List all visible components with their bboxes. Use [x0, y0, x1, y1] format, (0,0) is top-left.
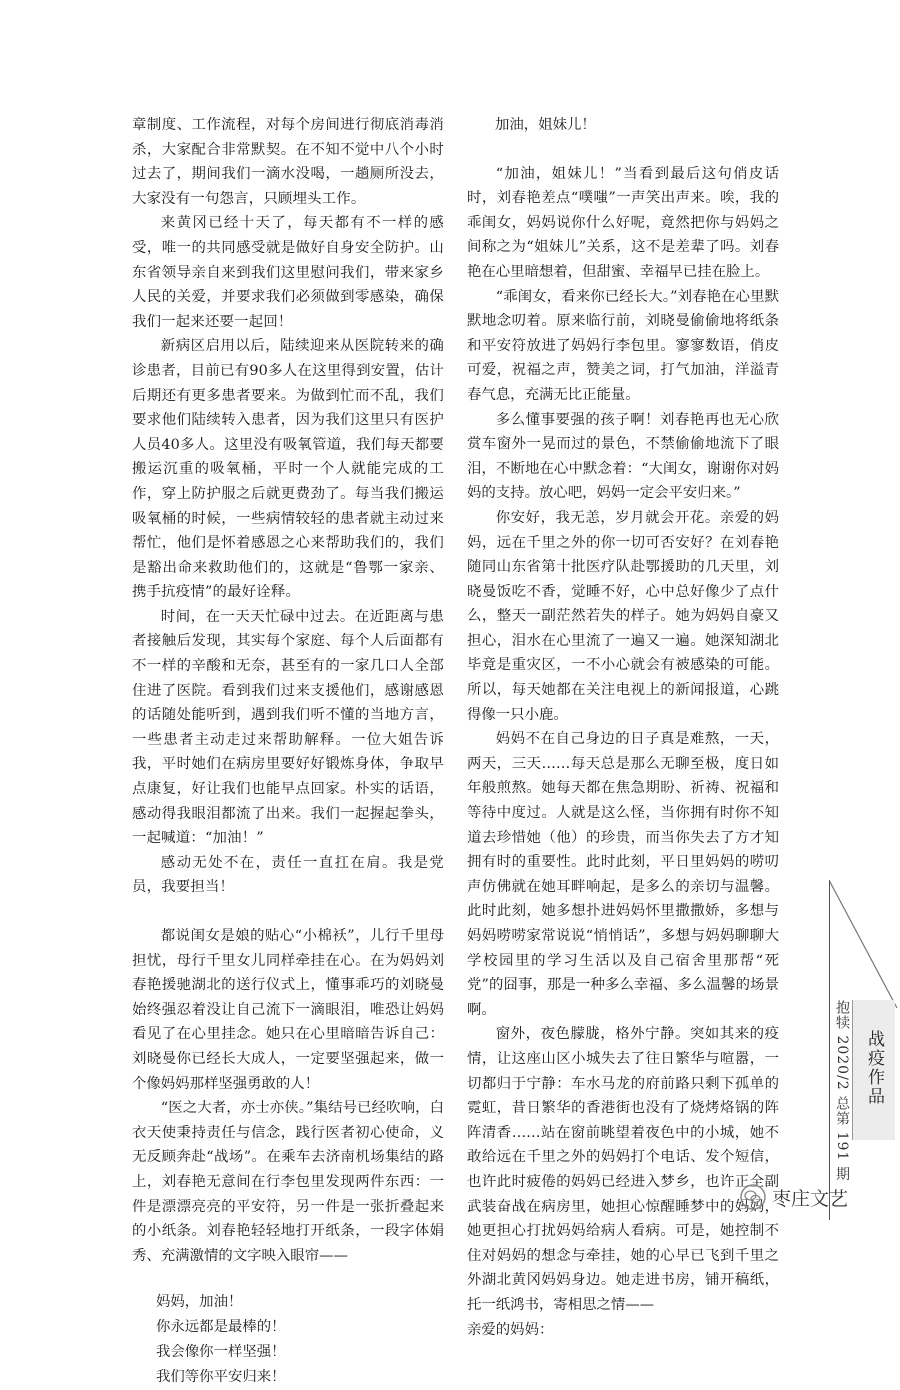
watermark: [740, 1183, 848, 1211]
left-column: [132, 113, 444, 1390]
sidebar-ornament: [829, 880, 899, 1010]
poem-line: 你永远都是最棒的！: [156, 1319, 286, 1336]
poem-line: 妈妈，加油！: [156, 1294, 243, 1311]
watermark-text: 枣庄文艺: [772, 1187, 849, 1210]
section-two: [132, 924, 444, 1268]
section-one: [132, 113, 444, 900]
paragraph: “乖闺女，看来你已经长大。”刘春艳在心里默默地念叨着。原来临行前，刘晓曼偷偷地将纸条和平安符放进了妈妈行李包里。寥寥数语，俏皮可爱，祝福之声，赞美之词，打气加油，洋溢青春气息，充满无比正能量。: [467, 288, 779, 403]
paragraph: “医之大者，亦士亦侠。”集结号已经吹响，白衣天使秉持责任与信念，践行医者初心使命，义无反顾奔赴“战场”。在乘车去济南机场集结的路上，刘春艳无意间在行李包里发现两件东西：一件是漂漂亮亮的平安符，另一件是一张折叠起来的小纸条。刘春艳轻轻地打开纸条，一段字体娟秀、充满激情的文字映入眼帘——: [132, 1100, 444, 1264]
paragraph: 感动无处不在，责任一直扛在肩。我是党员，我要担当！: [132, 854, 444, 896]
poem-line: 我们等你平安归来！: [156, 1369, 286, 1386]
paragraph: 章制度、工作流程，对每个房间进行彻底消毒消杀，大家配合非常默契。在不知不觉中八个小时过去了，期间我们一滴水没喝，一趟厕所没去，大家没有一句怨言，只顾埋头工作。: [132, 117, 444, 207]
section-gap: [132, 900, 444, 924]
note-poem: [132, 1290, 444, 1390]
paragraph: 窗外，夜色朦胧，格外宁静。突如其来的疫情，让这座山区小城失去了往日繁华与喧嚣，一切都归于宁静：车水马龙的府前路只剩下孤单的霓虹，昔日繁华的香港街也没有了烧烤烙锅的阵阵清香……站在窗前眺望着夜色中的小城，她不敢给远在千里之外的妈妈打个电话、发个短信，也许此时疲倦的妈妈已经进入梦乡，也许正全副武装奋战在病房里，她担心惊醒睡梦中的妈妈，她更担心打扰妈妈给病人看病。可是，她控制不住对妈妈的想念与牵挂，她的心早已飞到千里之外湖北黄冈妈妈身边。她走进书房，铺开稿纸，托一纸鸿书，寄相思之情——: [467, 1026, 779, 1313]
wechat-icon: [740, 1184, 766, 1210]
paragraph: 新病区启用以后，陆续迎来从医院转来的确诊患者，目前已有90多人在这里得到安置，估计后期还有更多患者要来。为做到忙而不乱，我们要求他们陆续转入患者，因为我们这里只有医护人员40多人。这里没有吸氧管道，我们每天都要搬运沉重的吸氧桶，平时一个人就能完成的工作，穿上防护服之后就更费劲了。每当我们搬运吸氧桶的时候，一些病情较轻的患者就主动过来帮忙，他们是怀着感恩之心来帮助我们的，我们是豁出命来救助他们的，这就是“鲁鄂一家亲、携手抗疫情”的最好诠释。: [132, 338, 444, 601]
poem-closing-line: 加油，姐妹儿！: [495, 117, 596, 133]
sidebar-rule: [829, 880, 830, 1220]
letter-salutation: 亲爱的妈妈：: [467, 1321, 554, 1338]
paragraph: 你安好，我无恙，岁月就会开花。亲爱的妈妈，远在千里之外的你一切可否安好？在刘春艳随同山东省第十批医疗队赴鄂援助的几天里，刘晓曼饭吃不香，觉睡不好，心中总好像少了点什么，整天一副茫然若失的样子。她为妈妈自豪又担心，泪水在心里流了一遍又一遍。她深知湖北毕竟是重灾区，一不小心就会有被感染的可能。所以，每天她都在关注电视上的新闻报道，心跳得像一只小鹿。: [467, 509, 779, 723]
paragraph: 时间，在一天天忙碌中过去。在近距离与患者接触后发现，其实每个家庭、每个人后面都有不一样的辛酸和无奈，甚至有的一家几口人全部住进了医院。看到我们过来支援他们，感谢感恩的话随处能听到，遇到我们听不懂的当地方言，一些患者主动走过来帮助解释。一位大姐告诉我，平时她们在病房里要好好锻炼身体，争取早点康复，好让我们也能早点回家。朴实的话语，感动得我眼泪都流了出来。我们一起握起拳头，一起喊道：“加油！”: [132, 608, 444, 847]
right-column: [467, 113, 779, 1342]
publication-info: 抱犊 2020/2 总第 191 期: [834, 1000, 850, 1182]
paragraph: 来黄冈已经十天了，每天都有不一样的感受，唯一的共同感受就是做好自身安全防护。山东省领导亲自来到我们这里慰问我们，带来家乡人民的关爱，并要求我们必须做到零感染，确保我们一起来还要一起回！: [132, 215, 444, 330]
paragraph: 妈妈不在自己身边的日子真是难熬，一天，两天，三天……每天总是那么无聊至极，度日如年般煎熬。她每天都在焦急期盼、祈祷、祝福和等待中度过。人就是这么怪，当你拥有时你不知道去珍惜她（他）的珍贵，而当你失去了方才知拥有时的重要性。此时此刻，平日里妈妈的唠叨声仿佛就在她耳畔响起，是多么的亲切与温馨。此时此刻，她多想扑进妈妈怀里撒撒娇，多想与妈妈唠唠家常说说“悄悄话”，多想与妈妈聊聊大学校园里的学习生活以及自己宿舍里那帮“死党”的囧事，那是一种多么幸福、多么温馨的场景啊。: [467, 731, 779, 1018]
paragraph: “加油，姐妹儿！”当看到最后这句俏皮话时，刘春艳差点“噗嗤”一声笑出声来。唉，我的乖闺女，妈妈说你什么好呢，竟然把你与妈妈之间称之为“姐妹儿”关系，这不是差辈了吗。刘春艳在心里暗想着，但甜蜜、幸福早已挂在脸上。: [467, 165, 779, 280]
paragraph: 都说闺女是娘的贴心“小棉袄”，儿行千里母担忧，母行千里女儿同样牵挂在心。在为妈妈刘春艳援驰湖北的送行仪式上，懂事乖巧的刘晓曼始终强忍着没让自己流下一滴眼泪，唯恐让妈妈看见了在心里挂念。她只在心里暗暗告诉自己：刘晓曼你已经长大成人，一定要坚强起来，做一个像妈妈那样坚强勇敢的人！: [132, 928, 444, 1092]
section-tab-label: 战疫作品: [864, 1030, 884, 1106]
paragraph: 多么懂事要强的孩子啊！刘春艳再也无心欣赏车窗外一晃而过的景色，不禁偷偷地流下了眼泪，不断地在心中默念着：“大闺女，谢谢你对妈妈的支持。放心吧，妈妈一定会平安归来。”: [467, 411, 779, 502]
poem-line: 我会像你一样坚强！: [156, 1344, 286, 1361]
